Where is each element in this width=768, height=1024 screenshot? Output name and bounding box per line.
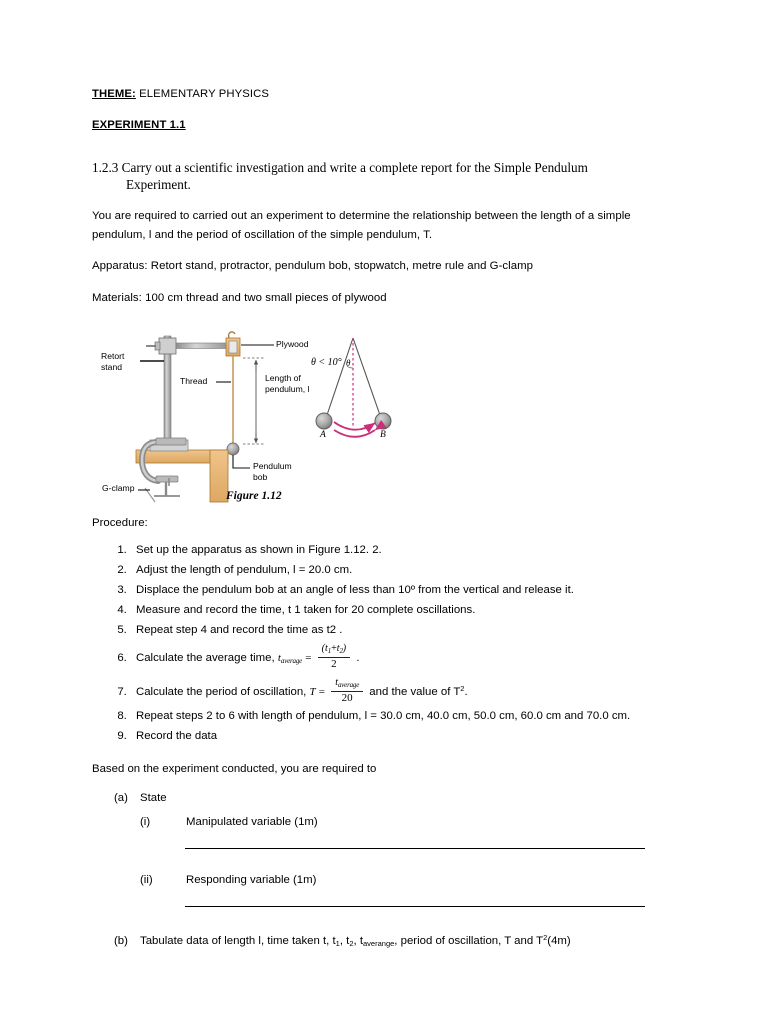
question-a-i-tag: (i) — [140, 816, 151, 828]
objective-line1: Carry out a scientific investigation and write a complete report for the Simple Pendulum — [121, 160, 588, 175]
question-a-ii-tag: (ii) — [140, 874, 153, 886]
questions-block — [92, 789, 678, 953]
label-angle-symbol: θ — [346, 358, 351, 368]
bob-position-b — [375, 413, 391, 429]
question-a-ii-text: Responding variable (1m) — [186, 874, 317, 886]
period-symbol: T — [309, 686, 316, 699]
experiment-heading-wrap — [92, 115, 678, 146]
question-b-text: Tabulate data of length l, time taken t, $t_1$, $t_2$, $t_{averange}$, period of oscillation, T and $T^2(4m)$ — [140, 933, 571, 948]
period-denominator: 20 — [341, 692, 353, 704]
period-numerator: $t_{average}$ — [331, 677, 363, 692]
questions-intro: Based on the experiment conducted, you are required to — [92, 763, 377, 775]
step-7-formula — [310, 678, 367, 706]
question-b — [92, 929, 678, 953]
question-a-i-text: Manipulated variable (1m) — [186, 816, 318, 828]
document-content — [92, 86, 678, 953]
equals-sign-6: = — [305, 652, 312, 665]
theme-value: ELEMENTARY PHYSICS — [139, 88, 270, 100]
objective-number: 1.2.3 — [92, 160, 119, 175]
theme-label: THEME: — [92, 88, 136, 100]
average-time-fraction — [318, 643, 351, 671]
question-a — [92, 789, 678, 807]
question-a-text: State — [140, 792, 167, 804]
step-8: 8. Repeat steps 2 to 6 with length of pendulum, l = 30.0 cm, 40.0 cm, 50.0 cm, 60.0 cm and 70.0 cm. — [130, 707, 678, 726]
swing-arrow-forward — [334, 422, 375, 430]
step-7: 7. Calculate the period of oscillation, T = $\frac{t_{average}}{20}$ and the value of $T^2$. — [130, 678, 678, 706]
question-b-tag: (b) — [114, 935, 128, 947]
objective-paragraph — [92, 159, 678, 193]
theme-line — [92, 86, 678, 102]
objective-line2: Experiment. — [126, 177, 191, 192]
step-5: 5. Repeat step 4 and record the time as t2 . — [130, 621, 678, 640]
label-point-a: A — [320, 430, 326, 440]
label-retort-stand: Retort stand — [101, 351, 125, 372]
label-length-of-pendulum: Length of pendulum, l — [265, 373, 310, 394]
equals-sign-7: = — [318, 686, 326, 699]
label-g-clamp: G-clamp — [102, 483, 135, 493]
label-point-b: B — [380, 430, 386, 440]
answer-line-i[interactable] — [185, 848, 645, 849]
question-a-i — [92, 813, 678, 831]
t-average-symbol: taverage — [277, 652, 303, 666]
fraction-numerator: $(t_1+t_2)$ — [318, 643, 351, 658]
pendulum-bob-left — [227, 443, 239, 455]
step-9: 9. Record the data — [130, 727, 678, 746]
step-6: 6. Calculate the average time, taverage = $\frac{(t_1+t_2)}{2}$ . — [130, 644, 678, 672]
experiment-heading: EXPERIMENT 1.1 — [92, 119, 186, 131]
fraction-denominator: 2 — [331, 658, 337, 670]
label-plywood: Plywood — [276, 339, 309, 349]
swing-string-left — [326, 338, 353, 418]
procedure-steps — [92, 541, 678, 746]
step-1: 1. Set up the apparatus as shown in Figure 1.12. 2. — [130, 541, 678, 560]
plywood-clip — [229, 332, 235, 338]
apparatus-paragraph: Apparatus: Retort stand, protractor, pendulum bob, stopwatch, metre rule and G-clamp — [92, 260, 534, 272]
figure-caption: Figure 1.12 — [226, 490, 282, 502]
step-2: 2. Adjust the length of pendulum, l = 20.0 cm. — [130, 561, 678, 580]
label-thread: Thread — [180, 376, 208, 386]
figure-1-12 — [98, 320, 438, 510]
answer-line-ii[interactable] — [185, 906, 645, 907]
swing-string-right — [353, 338, 381, 418]
step-4: 4. Measure and record the time, t 1 taken for 20 complete oscillations. — [130, 601, 678, 620]
period-fraction — [331, 677, 363, 705]
bob-leader — [233, 455, 250, 468]
label-pendulum-bob: Pendulum bob — [253, 461, 292, 482]
procedure-label: Procedure: — [92, 517, 148, 529]
step-6-trailing: . — [356, 652, 360, 665]
materials-paragraph: Materials: 100 cm thread and two small pieces of plywood — [92, 291, 387, 304]
label-angle-condition: θ < 10° — [311, 357, 342, 368]
intro-paragraph: You are required to carried out an experiment to determine the relationship between the length of a simple pendulum, l and the period of oscillation of the simple pendulum, T. — [92, 210, 631, 241]
step-3: 3. Displace the pendulum bob at an angle of less than 10º from the vertical and release it. — [130, 581, 678, 600]
step-6-formula — [278, 644, 360, 672]
horizontal-rod — [176, 343, 232, 349]
bob-position-a — [316, 413, 332, 429]
swing-diagram — [316, 338, 391, 437]
swing-arrow-backward — [334, 430, 375, 437]
step-7-tail: and the value of $T^2$. — [369, 684, 468, 699]
boss-head — [159, 338, 176, 354]
question-a-ii — [92, 871, 678, 889]
question-a-tag: (a) — [114, 792, 128, 804]
